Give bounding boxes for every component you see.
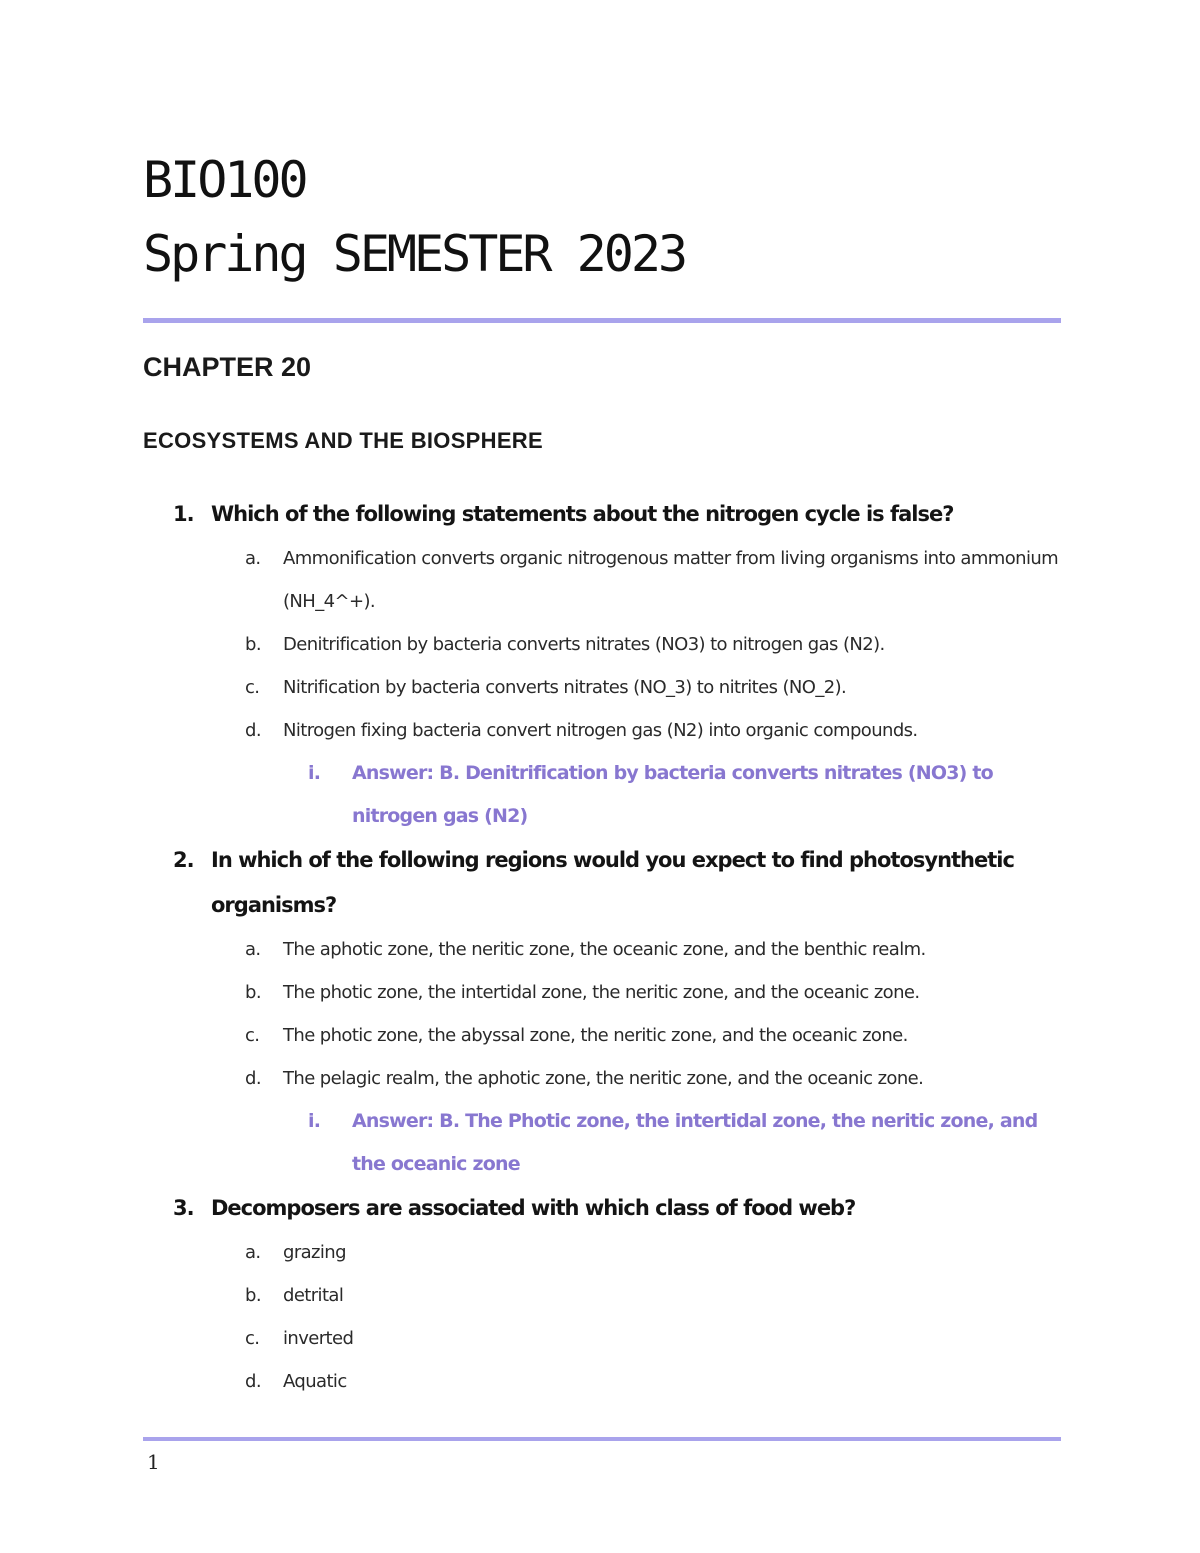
question-prompt: In which of the following regions would you expect to find photosynthetic organisms? xyxy=(211,848,1014,917)
chapter-heading: CHAPTER 20 xyxy=(143,352,312,382)
question-text xyxy=(143,492,1073,537)
section-heading: ECOSYSTEMS AND THE BIOSPHERE xyxy=(143,428,543,453)
option-text: The pelagic realm, the aphotic zone, the neritic zone, and the oceanic zone. xyxy=(283,1068,924,1089)
option-text: Nitrification by bacteria converts nitrates (NO_3) to nitrites (NO_2). xyxy=(283,677,847,698)
option-letter: a. xyxy=(245,1242,261,1263)
answer-marker: i. xyxy=(308,1110,321,1132)
question-number: 2. xyxy=(173,848,194,872)
option-letter: a. xyxy=(245,548,261,569)
option-text: Aquatic xyxy=(283,1371,347,1392)
document-title xyxy=(143,143,685,291)
option-letter: c. xyxy=(245,1025,260,1046)
option-text: Denitrification by bacteria converts nitrates (NO3) to nitrogen gas (N2). xyxy=(283,634,885,655)
option-d xyxy=(143,709,1073,752)
answer-line xyxy=(143,752,1073,838)
option-text: The photic zone, the abyssal zone, the neritic zone, and the oceanic zone. xyxy=(283,1025,908,1046)
answer-text: Answer: B. Denitrification by bacteria converts nitrates (NO3) to nitrogen gas (N2) xyxy=(352,762,993,827)
question-text xyxy=(143,1186,1073,1231)
option-d xyxy=(143,1360,1073,1403)
option-letter: b. xyxy=(245,1285,261,1306)
option-d xyxy=(143,1057,1073,1100)
option-b xyxy=(143,623,1073,666)
question-text xyxy=(143,838,1073,928)
option-a xyxy=(143,1231,1073,1274)
option-letter: d. xyxy=(245,1371,261,1392)
question-list xyxy=(143,492,1073,1403)
option-text: Nitrogen fixing bacteria convert nitrogen gas (N2) into organic compounds. xyxy=(283,720,918,741)
option-a xyxy=(143,928,1073,971)
option-text: The aphotic zone, the neritic zone, the oceanic zone, and the benthic realm. xyxy=(283,939,926,960)
option-c xyxy=(143,1014,1073,1057)
option-letter: b. xyxy=(245,982,261,1003)
course-code: BIO100 xyxy=(143,151,306,209)
option-b xyxy=(143,971,1073,1014)
question-number: 3. xyxy=(173,1196,194,1220)
option-c xyxy=(143,666,1073,709)
answer-line xyxy=(143,1100,1073,1186)
option-letter: b. xyxy=(245,634,261,655)
option-text: The photic zone, the intertidal zone, the neritic zone, and the oceanic zone. xyxy=(283,982,920,1003)
question-3 xyxy=(143,1186,1073,1403)
option-a xyxy=(143,537,1073,623)
question-1 xyxy=(143,492,1073,838)
option-text: Ammonification converts organic nitrogenous matter from living organisms into ammonium (NH_4^+). xyxy=(283,548,1059,612)
option-letter: a. xyxy=(245,939,261,960)
question-2 xyxy=(143,838,1073,1186)
header-divider xyxy=(143,318,1061,323)
question-prompt: Which of the following statements about the nitrogen cycle is false? xyxy=(211,502,954,526)
footer-divider xyxy=(143,1437,1061,1441)
answer-marker: i. xyxy=(308,762,321,784)
option-letter: c. xyxy=(245,1328,260,1349)
option-text: grazing xyxy=(283,1242,346,1263)
answer-text: Answer: B. The Photic zone, the intertidal zone, the neritic zone, and the oceanic zone xyxy=(352,1110,1038,1175)
question-number: 1. xyxy=(173,502,194,526)
option-letter: c. xyxy=(245,677,260,698)
semester-label: Spring SEMESTER 2023 xyxy=(143,225,686,283)
option-c xyxy=(143,1317,1073,1360)
option-letter: d. xyxy=(245,720,261,741)
option-letter: d. xyxy=(245,1068,261,1089)
option-b xyxy=(143,1274,1073,1317)
page-number: 1 xyxy=(147,1450,160,1474)
question-prompt: Decomposers are associated with which class of food web? xyxy=(211,1196,856,1220)
option-text: inverted xyxy=(283,1328,354,1349)
option-text: detrital xyxy=(283,1285,344,1306)
